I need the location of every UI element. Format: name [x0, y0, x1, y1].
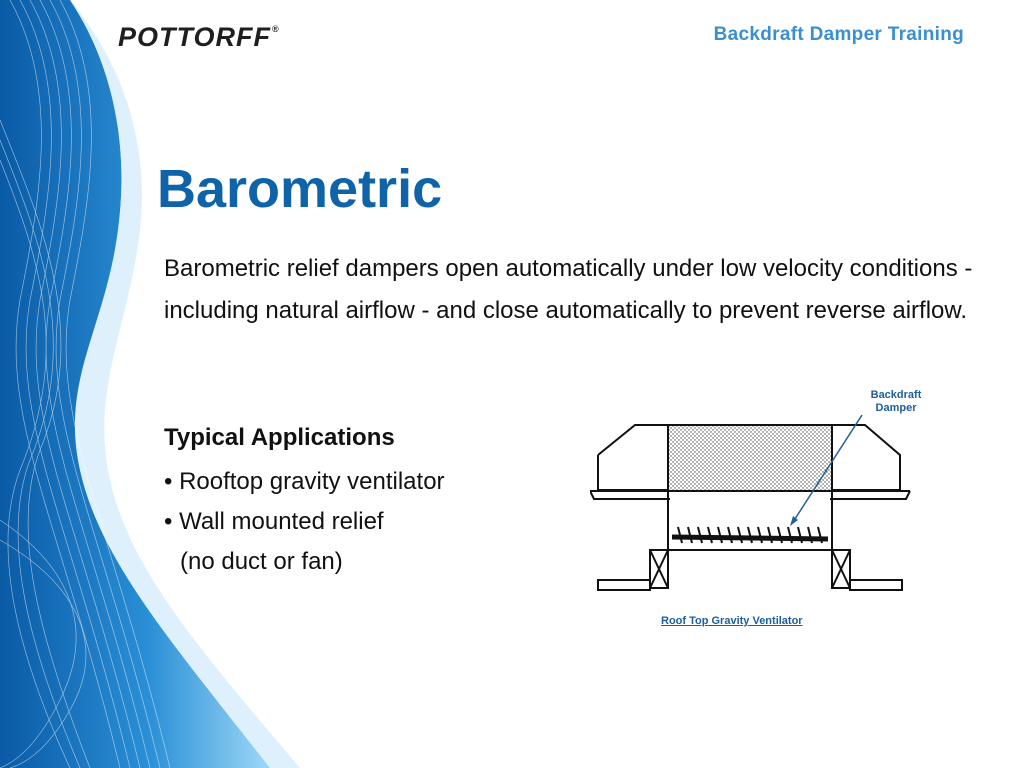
slide-body-text: Barometric relief dampers open automatically under low velocity conditions - including natural airflow - and close automatically to prevent reverse airflow. — [164, 255, 973, 324]
pottorff-logo — [118, 22, 280, 53]
filter-media — [668, 425, 832, 491]
damper-blades — [672, 527, 828, 543]
header-title: Backdraft Damper Training — [713, 24, 964, 45]
background-swoosh-graphic — [0, 0, 300, 768]
callout-arrowhead — [790, 516, 798, 526]
list-item: (no duct or fan) — [180, 548, 343, 575]
registered-mark: ® — [272, 24, 280, 34]
ventilator-diagram — [590, 415, 920, 600]
logo-text: POTTORFF — [118, 22, 271, 52]
diagram-caption: Roof Top Gravity Ventilator — [661, 615, 803, 627]
curb — [598, 550, 902, 590]
list-item: • Wall mounted relief — [164, 508, 384, 535]
applications-heading: Typical Applications — [164, 424, 395, 451]
slide-title: Barometric — [157, 159, 443, 219]
applications-list — [164, 462, 445, 582]
list-item: • Rooftop gravity ventilator — [164, 468, 445, 495]
backdraft-damper-callout: Backdraft Damper — [870, 389, 922, 414]
